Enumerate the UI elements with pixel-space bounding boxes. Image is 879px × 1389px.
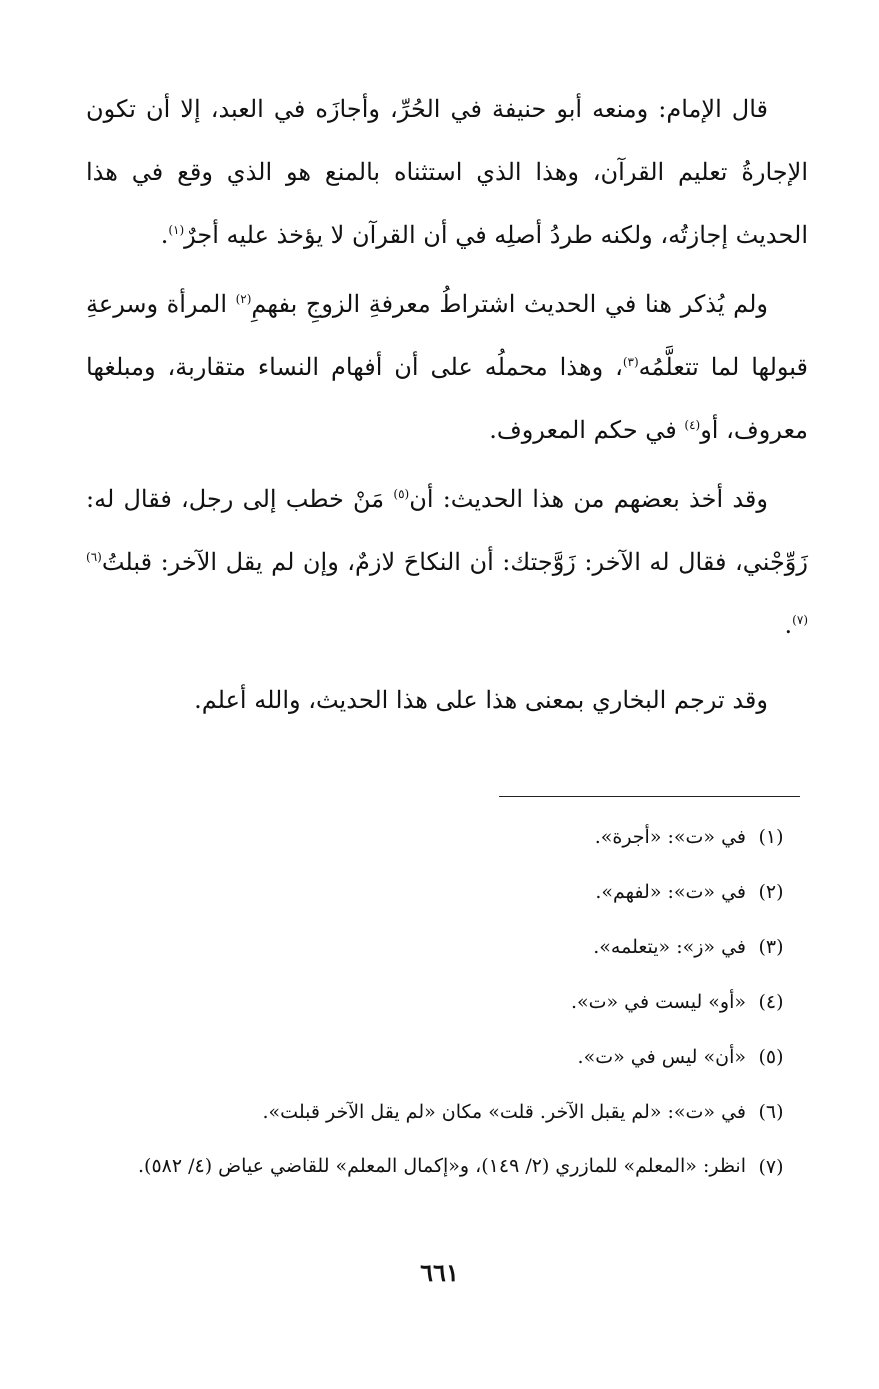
footnote-5 [86, 1030, 808, 1085]
footnote-text: في «ت»: «لم يقبل الآخر. قلت» مكان «لم يقل الآخر قبلت». [262, 1101, 746, 1123]
footnote-ref-4: (٤) [684, 418, 701, 432]
paragraph-3-text-a: وقد أخذ بعضهم من هذا الحديث: أن [409, 485, 768, 513]
footnote-number: (٦) [758, 1101, 784, 1123]
footnote-ref-2: (٢) [235, 292, 252, 306]
footnote-text: «أو» ليست في «ت». [570, 991, 746, 1013]
footnote-number: (٧) [758, 1156, 784, 1178]
footnotes-list [86, 810, 808, 1195]
paragraph-3-end: . [784, 611, 793, 639]
footnote-text: في «ت»: «لفهم». [595, 881, 746, 903]
paragraph-2 [86, 273, 808, 462]
paragraph-2-text-c: ، وهذا محملُه على أن أفهام النساء متقاربة، ومبلغها معروف، أو [86, 353, 808, 444]
footnote-number: (٥) [758, 1046, 784, 1068]
paragraph-2-text-a: ولم يُذكر هنا في الحديث اشتراطُ معرفةِ الزوجِ بفهمِ [251, 290, 769, 318]
paragraph-1-text: قال الإمام: ومنعه أبو حنيفة في الحُرِّ، وأجازَه في العبد، إلا أن تكون الإجارةُ تعليم القرآن، وهذا الذي استثناه بالمنع هو الذي وقع في هذا الحديث إجازتُه، ولكنه طردُ أصلِه في أن القرآن لا يؤخذ عليه أجرٌ [86, 95, 808, 249]
footnote-text: في «ت»: «أجرة». [594, 826, 746, 848]
footnote-divider [499, 796, 800, 797]
paragraph-3-text-b: مَنْ خطب إلى رجل، فقال له: زَوِّجْني، فقال له الآخر: زَوَّجتك: أن النكاحَ لازمٌ، وإن لم يقل الآخر: قبلتُ [86, 485, 808, 576]
paragraph-4 [86, 669, 808, 732]
footnote-ref-5: (٥) [393, 487, 410, 501]
footnote-4 [86, 975, 808, 1030]
footnote-ref-3: (٣) [622, 355, 639, 369]
page-number: ٦٦١ [420, 1258, 459, 1287]
paragraph-2-text-d: في حكم المعروف. [489, 416, 685, 444]
footnote-number: (١) [758, 826, 784, 848]
footnote-number: (٤) [758, 991, 784, 1013]
footnote-7 [86, 1140, 808, 1195]
footnote-text: انظر: «المعلم» للمازري (٢/ ١٤٩)، و«إكمال المعلم» للقاضي عياض (٤/ ٥٨٢). [137, 1155, 746, 1177]
footnote-ref-6-7: (٦)(٧) [86, 550, 808, 627]
paragraph-1 [86, 78, 808, 267]
footnote-number: (٢) [758, 881, 784, 903]
footnote-6 [86, 1085, 808, 1140]
paragraph-4-text: وقد ترجم البخاري بمعنى هذا على هذا الحديث، والله أعلم. [194, 686, 768, 714]
footnote-2 [86, 865, 808, 920]
footnote-text: في «ز»: «يتعلمه». [593, 936, 746, 958]
paragraph-2-text-b: المرأة وسرعةِ قبولها لما تتعلَّمُه [86, 290, 808, 381]
footnote-1 [86, 810, 808, 865]
paragraph-1-end: . [160, 221, 169, 249]
footnote-3 [86, 920, 808, 975]
main-text [86, 78, 808, 732]
footnote-ref-1: (١) [168, 223, 185, 237]
footnote-number: (٣) [758, 936, 784, 958]
footnote-text: «أن» ليس في «ت». [577, 1046, 746, 1068]
paragraph-3 [86, 468, 808, 657]
